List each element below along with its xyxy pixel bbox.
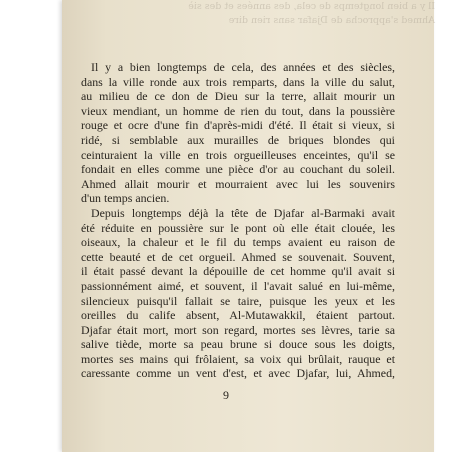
text-line: ridé, si semblable aux murailles de briques blondes qui: [81, 132, 395, 147]
text-line: mortes ses mains qui frôlaient, sa voix qui brûlait, rauque et: [81, 351, 395, 366]
bleed-through-line: Ahmed s'approcha de Djafar sans rien dire: [228, 15, 435, 26]
text-line: passionnément aimé, et souvent, il l'avait salué en lui-même,: [81, 278, 395, 293]
page-number-value: 9: [223, 388, 229, 402]
text-line: Ahmed allait mourir et mourraient avec lui les souvenirs: [81, 176, 395, 191]
text-line: oreilles du calife absent, Al-Mutawakkil, étaient partout.: [81, 308, 395, 323]
page-number: [0, 388, 452, 403]
text-line: été réduite en poussière sur le pont où elle était clouée, les: [81, 220, 395, 235]
text-line: d'un temps ancien.: [81, 191, 170, 206]
text-line: caressante comme un vent d'est, et avec Djafar, lui, Ahmed,: [81, 366, 395, 381]
paragraph-2: [81, 206, 395, 381]
text-line: il était passé devant la dépouille de cet homme qu'il avait si: [81, 264, 395, 279]
text-line: Depuis longtemps déjà la tête de Djafar al-Barmaki avait: [91, 205, 395, 220]
text-line: cette beauté et de cet orgueil. Ahmed se souvenait. Souvent,: [81, 249, 395, 264]
text-line: vieux mendiant, un homme de rien du tout, dans la poussière: [81, 103, 395, 118]
text-line: ceinturaient la ville en trois orgueilleuses enceintes, qu'il se: [81, 147, 395, 162]
text-line: Il y a bien longtemps de cela, des années et des siècles,: [91, 60, 395, 74]
bleed-through-text: [188, 0, 435, 28]
text-line: salive tiède, morte sa peau brune si douce sous les doigts,: [81, 337, 395, 352]
text-line: rouge et ocre d'une fin d'après-midi d'été. Il était si vieux, si: [81, 118, 395, 133]
text-line: au milieu de ce don de Dieu sur la terre, allait mourir un: [81, 89, 395, 104]
text-line: fondait en elles comme une pièce d'or au couchant du soleil.: [81, 162, 395, 177]
text-line: silencieux puisqu'il fallait se taire, puisque les yeux et les: [81, 293, 395, 308]
text-line: dans la ville ronde aux trois remparts, dans la ville du salut,: [81, 74, 395, 89]
bleed-through-line: Il y a bien longtemps de cela, des années et des siè: [188, 1, 435, 12]
text-line: Djafar était mort, mort son regard, mortes ses lèvres, tarie sa: [81, 322, 395, 337]
paragraph-1: [81, 60, 395, 206]
text-line: oiseaux, la chaleur et le fil du temps avaient eu raison de: [81, 235, 395, 250]
body-text: [81, 60, 395, 381]
